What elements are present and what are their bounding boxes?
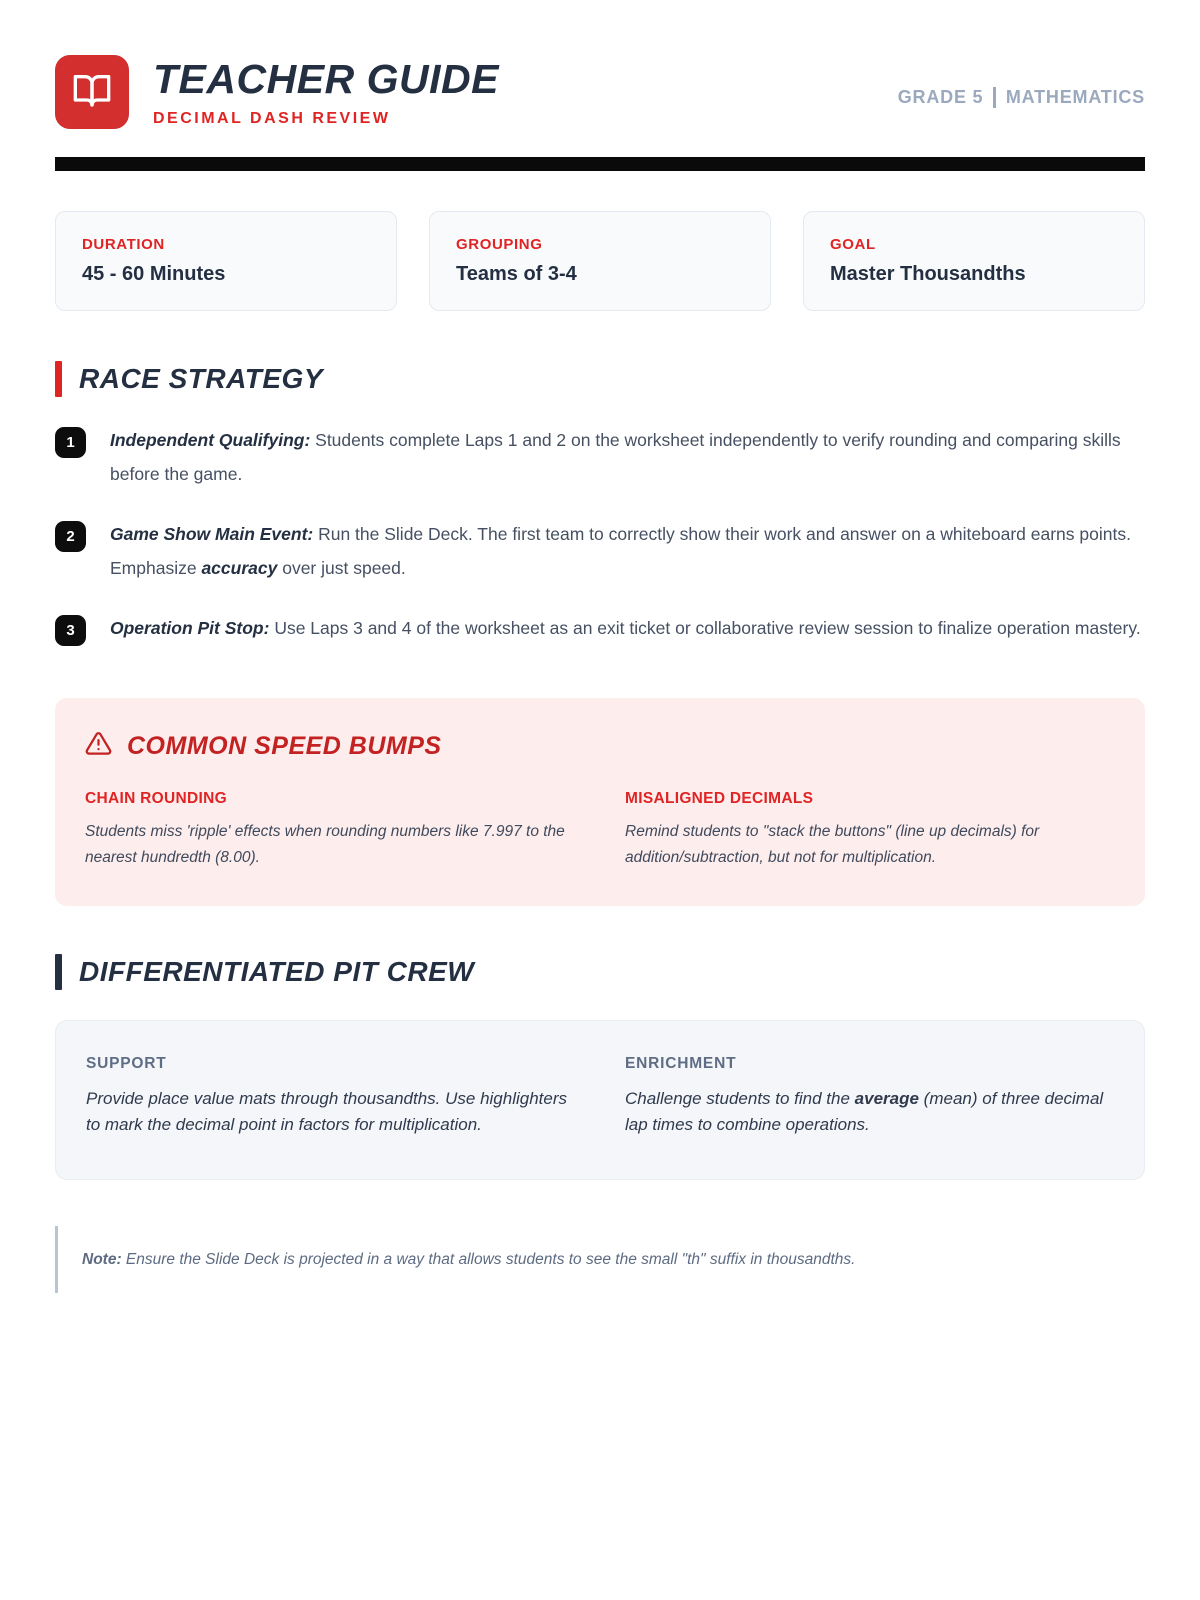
step-body: Use Laps 3 and 4 of the worksheet as an exit ticket or collaborative review session to finalize operation mastery. [269,618,1141,638]
bump-chain-rounding [85,790,575,870]
race-strategy-steps [55,423,1145,646]
card-value: Teams of 3-4 [456,263,577,285]
step-emphasis: accuracy [201,558,278,578]
step-number-badge: 3 [55,615,86,646]
info-cards-row [55,211,1145,311]
step-text [110,611,1141,646]
warning-triangle-icon [85,730,112,762]
card-label: GROUPING [456,236,543,253]
heading-accent-bar [55,954,62,990]
step-lead: Game Show Main Event: [110,524,314,544]
bump-text: Remind students to "stack the buttons" (line up decimals) for addition/subtraction, but not for multiplication. [625,823,1040,866]
step-item-2 [55,517,1145,585]
heading-accent-bar [55,361,62,397]
speed-bumps-panel [55,698,1145,906]
pit-crew-heading [55,954,1145,990]
pit-label: SUPPORT [86,1055,167,1073]
step-lead: Independent Qualifying: [110,430,311,450]
grade-label: GRADE 5 [897,87,984,107]
grade-separator [993,87,996,108]
subject-label: MATHEMATICS [1005,87,1145,107]
info-card-grouping [429,211,771,311]
bump-label: CHAIN ROUNDING [85,790,227,807]
header-divider-bar [55,157,1145,171]
bump-text: Students miss 'ripple' effects when rounding numbers like 7.997 to the nearest hundredth (8.00). [85,823,565,866]
speed-bumps-header [85,730,1115,762]
section-title: DIFFERENTIATED PIT CREW [79,956,475,988]
note-text: Ensure the Slide Deck is projected in a way that allows students to see the small "th" suffix in thousandths. [121,1250,856,1268]
step-lead: Operation Pit Stop: [110,618,270,638]
step-item-3 [55,611,1145,646]
pit-col-support [86,1055,575,1139]
step-body: Run the Slide Deck. The first team to correctly show their work and answer on a whiteboard earns points. Emphasize [110,524,1131,578]
pit-emphasis: average [854,1089,919,1109]
step-number-badge: 1 [55,427,86,458]
speed-bumps-columns [85,790,1115,870]
race-strategy-heading [55,361,1145,397]
step-body-after: over just speed. [277,558,406,578]
card-label: GOAL [830,236,876,253]
pit-text [625,1086,1114,1139]
info-card-duration [55,211,397,311]
pit-label: ENRICHMENT [625,1055,737,1073]
pit-text [86,1086,575,1139]
grade-tag [898,87,1145,108]
pit-body-after: (mean) of three decimal lap times to combine operations. [625,1089,1104,1135]
step-text [110,517,1145,585]
header [55,55,1145,129]
pit-body: Provide place value mats through thousandths. Use highlighters to mark the decimal point in factors for multiplication. [86,1089,568,1135]
open-book-icon [72,70,112,115]
pit-body: Challenge students to find the [625,1089,855,1109]
page-subtitle: DECIMAL DASH REVIEW [153,109,391,127]
card-label: DURATION [82,236,165,253]
info-card-goal [803,211,1145,311]
note-lead: Note: [82,1250,122,1268]
footer-note [55,1226,1145,1293]
step-body: Students complete Laps 1 and 2 on the worksheet independently to verify rounding and comparing skills before the game. [110,430,1121,484]
speed-bumps-title: COMMON SPEED BUMPS [127,731,442,760]
pit-crew-card [55,1020,1145,1180]
pit-col-enrichment [625,1055,1114,1139]
step-text [110,423,1145,491]
page-title: TEACHER GUIDE [153,55,499,102]
card-value: Master Thousandths [830,263,1026,285]
section-title: RACE STRATEGY [79,363,323,394]
card-value: 45 - 60 Minutes [82,263,226,285]
brand [55,55,499,129]
bump-misaligned-decimals [625,790,1115,870]
title-block [153,57,499,128]
step-number-badge: 2 [55,521,86,552]
bump-label: MISALIGNED DECIMALS [625,790,814,807]
logo-badge [55,55,129,129]
step-item-1 [55,423,1145,491]
